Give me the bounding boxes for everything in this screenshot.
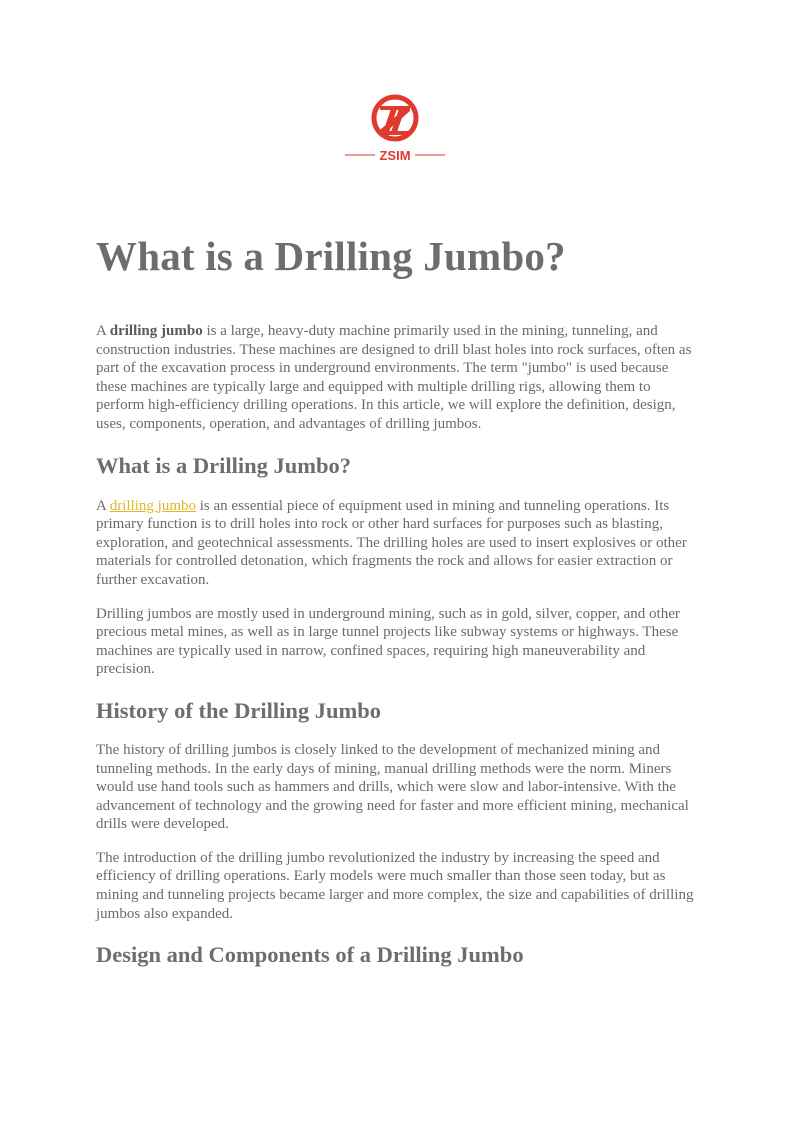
section-heading-what-is: What is a Drilling Jumbo? (96, 452, 352, 478)
what-is-paragraph-2: Drilling jumbos are mostly used in underground mining, such as in gold, silver, copper, and other precious metal mines, as well as in large tunnel projects like subway systems or highways. These machines are typically used in narrow, confined spaces, requiring high maneuverability and precision. (96, 605, 680, 678)
drilling-jumbo-link[interactable]: drilling jumbo (109, 497, 197, 514)
article (96, 228, 702, 969)
page-title: What is a Drilling Jumbo? (96, 233, 566, 279)
zsim-logo-mark (340, 92, 450, 164)
logo-brand-text: ZSIM (379, 148, 411, 163)
intro-paragraph: A drilling jumbo is a large, heavy-duty machine primarily used in the mining, tunneling, and construction industries. These machines are designed to drill blast holes into rock surfaces, often as part of the excavation process in underground environments. The term "jumbo" is used because these machines are typically large and equipped with multiple drilling rigs, allowing them to perform high-efficiency drilling operations. In this article, we will explore the definition, design, uses, components, operation, and advantages of drilling jumbos. (96, 323, 692, 432)
what-is-paragraph-1: A drilling jumbo is an essential piece of equipment used in mining and tunneling operations. Its primary function is to drill holes into rock or other hard surfaces for purposes such as blasting, exploration, and geotechnical assessments. The drilling holes are used to insert explosives or other materials for controlled detonation, which fragments the rock and allows for easier extraction or further excavation. (96, 497, 687, 588)
zsim-logo (340, 92, 450, 164)
section-heading-history: History of the Drilling Jumbo (96, 697, 381, 723)
history-paragraph-2: The introduction of the drilling jumbo revolutionized the industry by increasing the speed and efficiency of drilling operations. Early models were much smaller than those seen today, but as mining and tunneling projects became larger and more complex, the size and capabilities of drilling jumbos also expanded. (96, 849, 694, 922)
history-paragraph-1: The history of drilling jumbos is closely linked to the development of mechanized mining and tunneling methods. In the early days of mining, manual drilling methods were the norm. Miners would use hand tools such as hammers and drills, which were slow and labor-intensive. With the advancement of technology and the growing need for faster and more efficient mining, mechanical drills were developed. (96, 741, 689, 833)
bold-term: drilling jumbo (109, 323, 203, 339)
section-heading-design: Design and Components of a Drilling Jumbo (96, 942, 524, 968)
